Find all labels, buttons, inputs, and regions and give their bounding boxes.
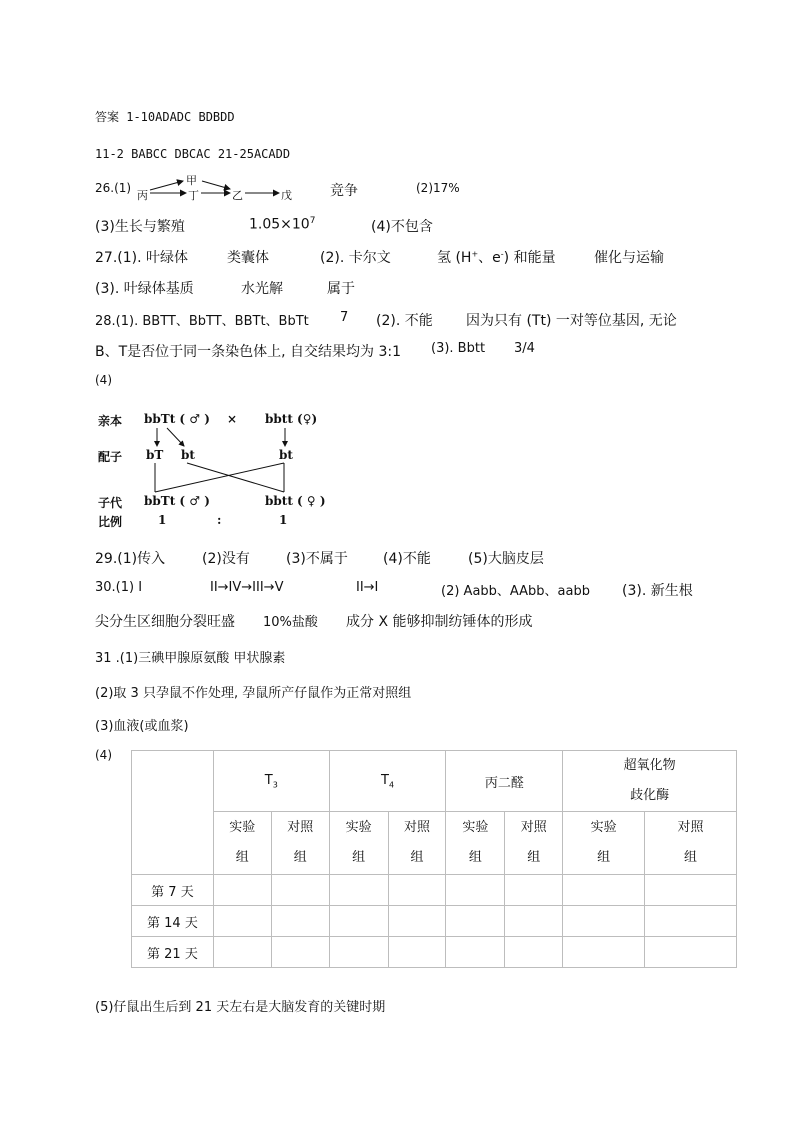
q30-e: (3). 新生根 <box>622 583 693 599</box>
header-sod: 超氧化物 歧化酶 <box>563 751 737 812</box>
subheader-experiment: 实验 组 <box>446 812 505 875</box>
species-bing: 丙 <box>137 189 148 202</box>
q29-d: (4)不能 <box>383 551 431 567</box>
table-row <box>132 937 737 968</box>
gamete-bt-male: bt <box>181 448 195 462</box>
species-ding: 丁 <box>188 189 199 202</box>
q27-h: 属于 <box>327 281 355 297</box>
q30-b: II→IV→III→V <box>210 580 284 595</box>
q31-c: (3)血液(或血浆) <box>95 719 189 734</box>
q28-e: B、T是否位于同一条染色体上, 自交结果均为 3:1 <box>95 344 402 360</box>
q27-g: 水光解 <box>241 281 283 297</box>
q30-d: (2) Aabb、AAbb、aabb <box>441 584 590 599</box>
subheader-experiment: 实验 组 <box>329 812 388 875</box>
table-row <box>132 906 737 937</box>
q28-h: (4) <box>95 373 112 387</box>
parent-male: bbTt ( ♂ ) <box>144 412 210 426</box>
q28-c: (2). 不能 <box>376 313 433 329</box>
cross-symbol: × <box>227 412 238 426</box>
gamete-bT: bT <box>146 448 164 462</box>
ratio-1: 1 <box>158 513 167 527</box>
subheader-control: 对照 组 <box>271 812 329 875</box>
q28-b: 7 <box>340 310 349 325</box>
row-label: 第 7 天 <box>132 875 214 906</box>
subheader-control: 对照 组 <box>645 812 737 875</box>
q31-e: (5)仔鼠出生后到 21 天左右是大脑发育的关键时期 <box>95 1000 386 1015</box>
q30-c: II→I <box>356 580 379 595</box>
q29-a: 29.(1)传入 <box>95 551 166 567</box>
species-yi: 乙 <box>232 189 243 202</box>
q27-f: (3). 叶绿体基质 <box>95 281 194 297</box>
ratio-label: 比例 <box>98 515 123 529</box>
q31-a: 31 .(1)三碘甲腺原氨酸 甲状腺素 <box>95 651 286 666</box>
q27-c: (2). 卡尔文 <box>320 250 391 266</box>
species-jia: 甲 <box>186 174 197 187</box>
table-row <box>132 875 737 906</box>
subheader-experiment: 实验 组 <box>563 812 645 875</box>
q31-d: (4) <box>95 748 112 762</box>
q28-a: 28.(1). BBTT、BbTT、BBTt、BbTt <box>95 314 309 329</box>
offspring-label: 子代 <box>98 496 123 510</box>
parent-female: bbtt (♀) <box>265 412 318 426</box>
subheader-experiment: 实验 组 <box>213 812 271 875</box>
q27-e: 催化与运输 <box>594 250 664 266</box>
offspring-bbtt: bbtt ( ♀ ) <box>265 494 326 508</box>
q30-g: 10%盐酸 <box>263 615 318 630</box>
subheader-control: 对照 组 <box>505 812 563 875</box>
q30-h: 成分 X 能够抑制纺锤体的形成 <box>346 614 533 630</box>
subheader-control: 对照 组 <box>388 812 446 875</box>
header-t3: $T_3$ <box>213 751 329 812</box>
q26-number-value: 1.05×10 <box>249 216 310 233</box>
q29-c: (3)不属于 <box>286 551 348 567</box>
q26-part2: (2)17% <box>416 181 460 195</box>
q27-a: 27.(1). 叶绿体 <box>95 250 188 266</box>
q27-b: 类囊体 <box>227 250 269 266</box>
table-corner-cell <box>132 751 214 875</box>
header-t4: $T_4$ <box>329 751 446 812</box>
ratio-2: 1 <box>279 513 288 527</box>
gamete-label: 配子 <box>98 450 123 464</box>
q31-b: (2)取 3 只孕鼠不作处理, 孕鼠所产仔鼠作为正常对照组 <box>95 686 412 701</box>
offspring-bbTt: bbTt ( ♂ ) <box>144 494 210 508</box>
q28-d: 因为只有 (Tt) 一对等位基因, 无论 <box>466 313 677 329</box>
row-label: 第 21 天 <box>132 937 214 968</box>
answer-line-1: 答案 1-10ADADC BDBDD <box>95 110 235 124</box>
answer-line-2: 11-2 BABCC DBCAC 21-25ACADD <box>95 147 291 161</box>
header-mda: 丙二醛 <box>446 751 563 812</box>
q29-e: (5)大脑皮层 <box>468 551 544 567</box>
q30-a: 30.(1) I <box>95 580 143 595</box>
row-label: 第 14 天 <box>132 906 214 937</box>
q29-b: (2)没有 <box>202 551 250 567</box>
q26-number: 26.(1) <box>95 181 132 195</box>
q28-g: 3/4 <box>514 341 535 356</box>
results-table <box>131 750 737 968</box>
species-wu: 戊 <box>281 189 292 202</box>
q27-d: 氢 (H+、e-) 和能量 <box>437 249 556 266</box>
q30-f: 尖分生区细胞分裂旺盛 <box>95 614 235 630</box>
q26-part4: (4)不包含 <box>371 219 433 235</box>
gamete-bt-female: bt <box>279 448 293 462</box>
q26-exponent: 7 <box>309 216 316 226</box>
q26-competition: 竞争 <box>330 183 358 199</box>
q28-f: (3). Bbtt <box>431 341 486 356</box>
parent-label: 亲本 <box>98 414 123 428</box>
ratio-colon: : <box>217 513 222 527</box>
q26-part3: (3)生长与繁殖 <box>95 219 185 235</box>
